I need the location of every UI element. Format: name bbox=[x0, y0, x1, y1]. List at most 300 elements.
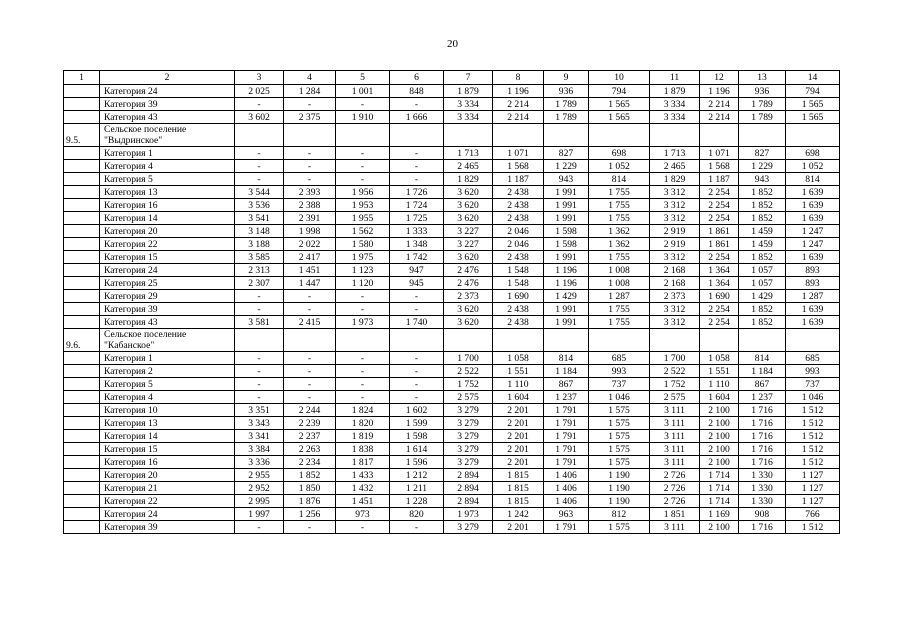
value-cell: 2 438 bbox=[493, 186, 544, 199]
value-cell: 2 415 bbox=[284, 316, 336, 329]
column-header: 13 bbox=[739, 71, 786, 85]
value-cell: 1 755 bbox=[589, 251, 650, 264]
table-row bbox=[64, 277, 840, 290]
row-number-cell bbox=[64, 417, 100, 430]
value-cell: 2 254 bbox=[700, 212, 739, 225]
row-number-cell bbox=[64, 111, 100, 124]
value-cell: 2 022 bbox=[284, 238, 336, 251]
category-name: Категория 24 bbox=[100, 264, 235, 277]
value-cell: 1 815 bbox=[493, 495, 544, 508]
value-cell: 3 111 bbox=[650, 521, 700, 534]
value-cell: 1 973 bbox=[444, 508, 493, 521]
value-cell: - bbox=[235, 391, 284, 404]
value-cell: 1 052 bbox=[589, 160, 650, 173]
value-cell: - bbox=[390, 365, 444, 378]
value-cell: 3 620 bbox=[444, 303, 493, 316]
value-cell: 2 168 bbox=[650, 277, 700, 290]
value-cell: 1 052 bbox=[786, 160, 840, 173]
value-cell: 1 953 bbox=[336, 199, 390, 212]
value-cell: 1 598 bbox=[544, 238, 589, 251]
value-cell: 1 852 bbox=[739, 212, 786, 225]
table-row bbox=[64, 303, 840, 316]
value-cell: - bbox=[390, 147, 444, 160]
value-cell: 1 512 bbox=[786, 443, 840, 456]
row-number-cell bbox=[64, 521, 100, 534]
value-cell: - bbox=[284, 352, 336, 365]
value-cell: 1 187 bbox=[700, 173, 739, 186]
value-cell: 1 362 bbox=[589, 238, 650, 251]
value-cell: 2 894 bbox=[444, 482, 493, 495]
value-cell: 1 716 bbox=[739, 430, 786, 443]
value-cell: 737 bbox=[786, 378, 840, 391]
value-cell: 1 169 bbox=[700, 508, 739, 521]
value-cell: 1 852 bbox=[739, 186, 786, 199]
value-cell: 794 bbox=[786, 85, 840, 98]
value-cell: 3 620 bbox=[444, 199, 493, 212]
table-row bbox=[64, 212, 840, 225]
value-cell: - bbox=[235, 378, 284, 391]
value-cell: 1 551 bbox=[700, 365, 739, 378]
value-cell: 1 512 bbox=[786, 521, 840, 534]
value-cell: 1 447 bbox=[284, 277, 336, 290]
group-title-line2: "Выдринское" bbox=[104, 135, 163, 146]
value-cell: 1 565 bbox=[589, 111, 650, 124]
value-cell: 812 bbox=[589, 508, 650, 521]
value-cell: 2 313 bbox=[235, 264, 284, 277]
value-cell: 3 544 bbox=[235, 186, 284, 199]
group-title bbox=[100, 124, 235, 147]
value-cell: - bbox=[336, 391, 390, 404]
value-cell: 1 861 bbox=[700, 238, 739, 251]
value-cell: 1 247 bbox=[786, 225, 840, 238]
value-cell: 1 752 bbox=[650, 378, 700, 391]
value-cell: 1 755 bbox=[589, 212, 650, 225]
value-cell: 3 111 bbox=[650, 443, 700, 456]
value-cell: 1 459 bbox=[739, 225, 786, 238]
empty-cell bbox=[336, 124, 390, 147]
value-cell: 2 438 bbox=[493, 251, 544, 264]
value-cell: 963 bbox=[544, 508, 589, 521]
value-cell: 1 596 bbox=[390, 456, 444, 469]
value-cell: 867 bbox=[739, 378, 786, 391]
value-cell: 2 417 bbox=[284, 251, 336, 264]
value-cell: 1 752 bbox=[444, 378, 493, 391]
value-cell: 1 955 bbox=[336, 212, 390, 225]
value-cell: 1 057 bbox=[739, 277, 786, 290]
category-name: Категория 24 bbox=[100, 508, 235, 521]
value-cell: 2 375 bbox=[284, 111, 336, 124]
empty-cell bbox=[544, 124, 589, 147]
value-cell: 1 565 bbox=[589, 98, 650, 111]
value-cell: 2 522 bbox=[650, 365, 700, 378]
category-name: Категория 15 bbox=[100, 443, 235, 456]
value-cell: - bbox=[235, 147, 284, 160]
value-cell: 1 789 bbox=[544, 111, 589, 124]
category-name: Категория 1 bbox=[100, 147, 235, 160]
group-number: 9.5. bbox=[64, 124, 100, 147]
row-number-cell bbox=[64, 212, 100, 225]
value-cell: 1 071 bbox=[493, 147, 544, 160]
value-cell: 1 565 bbox=[786, 98, 840, 111]
value-cell: 1 237 bbox=[739, 391, 786, 404]
empty-cell bbox=[390, 124, 444, 147]
value-cell: 2 726 bbox=[650, 469, 700, 482]
value-cell: 1 975 bbox=[336, 251, 390, 264]
value-cell: 2 438 bbox=[493, 199, 544, 212]
value-cell: 1 406 bbox=[544, 469, 589, 482]
empty-cell bbox=[544, 329, 589, 352]
empty-cell bbox=[786, 329, 840, 352]
value-cell: 1 716 bbox=[739, 443, 786, 456]
value-cell: 1 852 bbox=[739, 303, 786, 316]
value-cell: - bbox=[284, 160, 336, 173]
table-row bbox=[64, 290, 840, 303]
row-number-cell bbox=[64, 378, 100, 391]
empty-cell bbox=[336, 329, 390, 352]
value-cell: 2 201 bbox=[493, 430, 544, 443]
row-number-cell bbox=[64, 482, 100, 495]
category-name: Категория 16 bbox=[100, 456, 235, 469]
value-cell: 3 312 bbox=[650, 212, 700, 225]
value-cell: 945 bbox=[390, 277, 444, 290]
value-cell: 1 008 bbox=[589, 264, 650, 277]
empty-cell bbox=[589, 124, 650, 147]
value-cell: 3 620 bbox=[444, 251, 493, 264]
value-cell: 1 815 bbox=[493, 469, 544, 482]
value-cell: 2 214 bbox=[493, 111, 544, 124]
value-cell: 1 861 bbox=[700, 225, 739, 238]
value-cell: 1 755 bbox=[589, 186, 650, 199]
value-cell: 3 279 bbox=[444, 417, 493, 430]
value-cell: 2 244 bbox=[284, 404, 336, 417]
empty-cell bbox=[739, 329, 786, 352]
value-cell: 1 229 bbox=[544, 160, 589, 173]
table-row bbox=[64, 469, 840, 482]
column-header: 12 bbox=[700, 71, 739, 85]
value-cell: 1 110 bbox=[700, 378, 739, 391]
value-cell: 1 598 bbox=[390, 430, 444, 443]
value-cell: 1 714 bbox=[700, 482, 739, 495]
table-row bbox=[64, 482, 840, 495]
table-row bbox=[64, 378, 840, 391]
row-number-cell bbox=[64, 352, 100, 365]
value-cell: 1 211 bbox=[390, 482, 444, 495]
value-cell: 2 995 bbox=[235, 495, 284, 508]
value-cell: - bbox=[284, 303, 336, 316]
value-cell: 1 058 bbox=[700, 352, 739, 365]
value-cell: 1 512 bbox=[786, 430, 840, 443]
value-cell: 3 620 bbox=[444, 316, 493, 329]
value-cell: 3 541 bbox=[235, 212, 284, 225]
category-name: Категория 4 bbox=[100, 160, 235, 173]
value-cell: - bbox=[336, 290, 390, 303]
value-cell: 1 512 bbox=[786, 417, 840, 430]
value-cell: 1 196 bbox=[544, 277, 589, 290]
value-cell: - bbox=[336, 352, 390, 365]
category-name: Категория 29 bbox=[100, 290, 235, 303]
value-cell: 3 111 bbox=[650, 430, 700, 443]
row-number-cell bbox=[64, 469, 100, 482]
row-number-cell bbox=[64, 98, 100, 111]
value-cell: 3 620 bbox=[444, 186, 493, 199]
empty-cell bbox=[284, 329, 336, 352]
value-cell: 1 330 bbox=[739, 482, 786, 495]
value-cell: 1 991 bbox=[544, 199, 589, 212]
value-cell: - bbox=[284, 147, 336, 160]
category-name: Категория 22 bbox=[100, 495, 235, 508]
row-number-cell bbox=[64, 443, 100, 456]
category-name: Категория 13 bbox=[100, 417, 235, 430]
table-row bbox=[64, 508, 840, 521]
table-row bbox=[64, 316, 840, 329]
empty-cell bbox=[444, 124, 493, 147]
category-name: Категория 39 bbox=[100, 303, 235, 316]
value-cell: - bbox=[284, 173, 336, 186]
value-cell: 685 bbox=[786, 352, 840, 365]
table-row bbox=[64, 521, 840, 534]
value-cell: 936 bbox=[544, 85, 589, 98]
value-cell: 1 184 bbox=[544, 365, 589, 378]
value-cell: 1 791 bbox=[544, 430, 589, 443]
value-cell: 2 201 bbox=[493, 417, 544, 430]
value-cell: - bbox=[284, 378, 336, 391]
value-cell: 2 201 bbox=[493, 443, 544, 456]
value-cell: 1 998 bbox=[284, 225, 336, 238]
value-cell: 2 254 bbox=[700, 251, 739, 264]
table-row bbox=[64, 186, 840, 199]
category-name: Категория 1 bbox=[100, 352, 235, 365]
table-row bbox=[64, 251, 840, 264]
table-row bbox=[64, 456, 840, 469]
value-cell: 2 373 bbox=[444, 290, 493, 303]
value-cell: 1 716 bbox=[739, 417, 786, 430]
empty-cell bbox=[786, 124, 840, 147]
value-cell: 2 201 bbox=[493, 456, 544, 469]
value-cell: 3 279 bbox=[444, 521, 493, 534]
empty-cell bbox=[589, 329, 650, 352]
page-number: 20 bbox=[447, 38, 458, 50]
table-row bbox=[64, 173, 840, 186]
column-header: 9 bbox=[544, 71, 589, 85]
row-number-cell bbox=[64, 303, 100, 316]
table-row bbox=[64, 160, 840, 173]
value-cell: 1 568 bbox=[493, 160, 544, 173]
value-cell: 1 991 bbox=[544, 186, 589, 199]
value-cell: 1 991 bbox=[544, 251, 589, 264]
category-name: Категория 15 bbox=[100, 251, 235, 264]
value-cell: - bbox=[390, 391, 444, 404]
value-cell: 1 789 bbox=[739, 98, 786, 111]
value-cell: 1 459 bbox=[739, 238, 786, 251]
category-name: Категория 5 bbox=[100, 173, 235, 186]
table-row bbox=[64, 417, 840, 430]
value-cell: 3 312 bbox=[650, 316, 700, 329]
value-cell: 1 348 bbox=[390, 238, 444, 251]
table-row bbox=[64, 98, 840, 111]
row-number-cell bbox=[64, 508, 100, 521]
value-cell: - bbox=[390, 352, 444, 365]
table-row bbox=[64, 85, 840, 98]
value-cell: 1 690 bbox=[493, 290, 544, 303]
value-cell: - bbox=[390, 303, 444, 316]
table-row bbox=[64, 238, 840, 251]
value-cell: 1 639 bbox=[786, 316, 840, 329]
value-cell: 2 726 bbox=[650, 482, 700, 495]
value-cell: - bbox=[336, 160, 390, 173]
table-row bbox=[64, 199, 840, 212]
table-row bbox=[64, 352, 840, 365]
value-cell: 1 820 bbox=[336, 417, 390, 430]
value-cell: 1 551 bbox=[493, 365, 544, 378]
value-cell: 848 bbox=[390, 85, 444, 98]
value-cell: 814 bbox=[544, 352, 589, 365]
value-cell: 1 716 bbox=[739, 456, 786, 469]
value-cell: 1 852 bbox=[284, 469, 336, 482]
value-cell: 3 312 bbox=[650, 186, 700, 199]
value-cell: 2 046 bbox=[493, 225, 544, 238]
value-cell: 1 333 bbox=[390, 225, 444, 238]
value-cell: 3 334 bbox=[650, 98, 700, 111]
value-cell: - bbox=[336, 378, 390, 391]
value-cell: 1 512 bbox=[786, 404, 840, 417]
value-cell: 698 bbox=[589, 147, 650, 160]
value-cell: - bbox=[336, 98, 390, 111]
value-cell: 1 568 bbox=[700, 160, 739, 173]
value-cell: 1 284 bbox=[284, 85, 336, 98]
value-cell: 1 714 bbox=[700, 495, 739, 508]
value-cell: 1 575 bbox=[589, 430, 650, 443]
empty-cell bbox=[444, 329, 493, 352]
value-cell: 820 bbox=[390, 508, 444, 521]
value-cell: 2 373 bbox=[650, 290, 700, 303]
value-cell: - bbox=[336, 173, 390, 186]
value-cell: 2 214 bbox=[700, 111, 739, 124]
value-cell: 2 201 bbox=[493, 521, 544, 534]
row-number-cell bbox=[64, 290, 100, 303]
empty-cell bbox=[493, 329, 544, 352]
value-cell: 1 740 bbox=[390, 316, 444, 329]
column-header: 6 bbox=[390, 71, 444, 85]
value-cell: - bbox=[235, 303, 284, 316]
row-number-cell bbox=[64, 238, 100, 251]
value-cell: 1 997 bbox=[235, 508, 284, 521]
empty-cell bbox=[650, 124, 700, 147]
value-cell: 1 575 bbox=[589, 521, 650, 534]
row-number-cell bbox=[64, 147, 100, 160]
value-cell: 3 312 bbox=[650, 199, 700, 212]
value-cell: 1 850 bbox=[284, 482, 336, 495]
category-name: Категория 14 bbox=[100, 212, 235, 225]
value-cell: 2 254 bbox=[700, 316, 739, 329]
value-cell: 1 212 bbox=[390, 469, 444, 482]
value-cell: 2 894 bbox=[444, 495, 493, 508]
value-cell: 1 791 bbox=[544, 417, 589, 430]
value-cell: 1 602 bbox=[390, 404, 444, 417]
value-cell: 1 879 bbox=[444, 85, 493, 98]
value-cell: - bbox=[235, 173, 284, 186]
value-cell: 2 476 bbox=[444, 277, 493, 290]
value-cell: 2 438 bbox=[493, 316, 544, 329]
value-cell: 3 334 bbox=[650, 111, 700, 124]
value-cell: 1 127 bbox=[786, 469, 840, 482]
value-cell: 2 438 bbox=[493, 303, 544, 316]
value-cell: 814 bbox=[589, 173, 650, 186]
value-cell: 2 522 bbox=[444, 365, 493, 378]
value-cell: 3 148 bbox=[235, 225, 284, 238]
column-header: 4 bbox=[284, 71, 336, 85]
row-number-cell bbox=[64, 225, 100, 238]
table-row bbox=[64, 404, 840, 417]
value-cell: - bbox=[235, 352, 284, 365]
table-row bbox=[64, 430, 840, 443]
value-cell: 1 330 bbox=[739, 495, 786, 508]
value-cell: 3 111 bbox=[650, 404, 700, 417]
value-cell: 1 575 bbox=[589, 417, 650, 430]
value-cell: 1 789 bbox=[739, 111, 786, 124]
group-number: 9.6. bbox=[64, 329, 100, 352]
value-cell: 685 bbox=[589, 352, 650, 365]
row-number-cell bbox=[64, 251, 100, 264]
value-cell: - bbox=[336, 147, 390, 160]
value-cell: 3 312 bbox=[650, 303, 700, 316]
value-cell: 3 602 bbox=[235, 111, 284, 124]
value-cell: 1 791 bbox=[544, 443, 589, 456]
group-title-line1: Сельское поселение bbox=[104, 124, 187, 135]
value-cell: 3 334 bbox=[444, 111, 493, 124]
value-cell: 1 406 bbox=[544, 495, 589, 508]
category-name: Категория 2 bbox=[100, 365, 235, 378]
value-cell: 1 876 bbox=[284, 495, 336, 508]
value-cell: 1 819 bbox=[336, 430, 390, 443]
value-cell: - bbox=[284, 290, 336, 303]
value-cell: - bbox=[235, 365, 284, 378]
category-name: Категория 13 bbox=[100, 186, 235, 199]
value-cell: 3 620 bbox=[444, 212, 493, 225]
value-cell: 1 127 bbox=[786, 495, 840, 508]
value-cell: 1 057 bbox=[739, 264, 786, 277]
value-cell: 3 279 bbox=[444, 430, 493, 443]
value-cell: 2 393 bbox=[284, 186, 336, 199]
value-cell: 1 755 bbox=[589, 199, 650, 212]
value-cell: 1 127 bbox=[786, 482, 840, 495]
value-cell: 1 432 bbox=[336, 482, 390, 495]
value-cell: 1 910 bbox=[336, 111, 390, 124]
value-cell: 2 100 bbox=[700, 430, 739, 443]
row-number-cell bbox=[64, 404, 100, 417]
value-cell: 1 058 bbox=[493, 352, 544, 365]
row-number-cell bbox=[64, 495, 100, 508]
column-header: 7 bbox=[444, 71, 493, 85]
value-cell: 2 726 bbox=[650, 495, 700, 508]
value-cell: 2 391 bbox=[284, 212, 336, 225]
column-header: 3 bbox=[235, 71, 284, 85]
group-row bbox=[64, 124, 840, 147]
value-cell: 1 690 bbox=[700, 290, 739, 303]
value-cell: 2 025 bbox=[235, 85, 284, 98]
value-cell: 1 190 bbox=[589, 495, 650, 508]
value-cell: 2 263 bbox=[284, 443, 336, 456]
value-cell: 1 852 bbox=[739, 316, 786, 329]
value-cell: - bbox=[390, 378, 444, 391]
row-number-cell bbox=[64, 199, 100, 212]
value-cell: 2 254 bbox=[700, 186, 739, 199]
value-cell: 3 536 bbox=[235, 199, 284, 212]
value-cell: - bbox=[284, 98, 336, 111]
value-cell: 827 bbox=[544, 147, 589, 160]
empty-cell bbox=[235, 329, 284, 352]
value-cell: - bbox=[336, 365, 390, 378]
value-cell: 1 742 bbox=[390, 251, 444, 264]
